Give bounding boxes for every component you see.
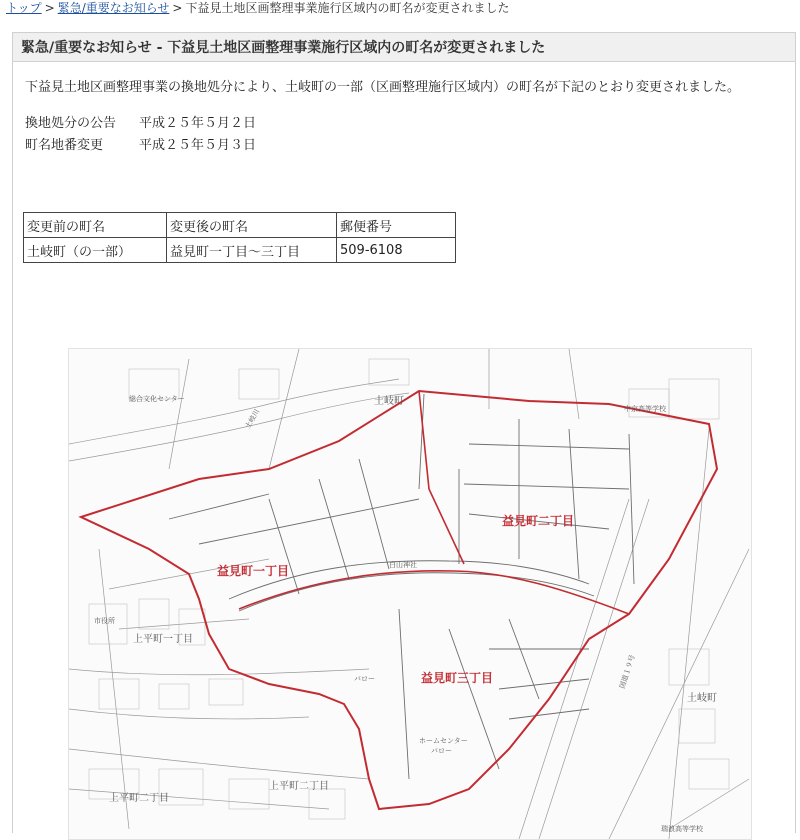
table-row [24,238,456,263]
notice-content [25,77,749,157]
table-header: 郵便番号 [337,213,456,238]
breadcrumb [6,0,509,16]
notice-panel [12,32,796,833]
notice-dates [25,113,749,157]
place-label: 上平町二丁目 [109,793,169,804]
place-label: 土岐町 [374,396,404,407]
place-label: 国道１９号 [618,653,637,690]
place-label: 中京高等学校 [624,405,666,413]
table-cell: 益見町一丁目～三丁目 [167,238,337,263]
town-name-table [23,212,456,263]
breadcrumb-separator: > [172,1,183,15]
project-boundary [81,391,717,809]
place-label: 上平町二丁目 [269,781,329,792]
date-label: 換地処分の公告 [25,116,117,131]
breadcrumb-link-top[interactable]: トップ [6,1,42,15]
area-divider-1 [419,391,464,564]
place-label: バロー [354,675,375,683]
place-label: 白山神社 [389,561,417,569]
breadcrumb-separator: > [44,1,55,15]
panel-title: 緊急/重要なお知らせ - 下益見土地区画整理事業施行区域内の町名が変更されました [13,33,795,62]
place-label: 瑞浪高等学校 [661,825,703,833]
date-row [25,113,749,135]
area-map-svg [69,349,751,839]
area-label-1: 益見町一丁目 [217,564,290,578]
place-label: 市役所 [94,617,115,625]
area-label-3: 益見町三丁目 [421,671,494,685]
date-value: 平成２５年５月３日 [139,138,257,153]
place-label: 総合文化センター [129,395,185,403]
date-label: 町名地番変更 [25,138,104,153]
place-label: バロー [431,747,452,755]
date-value: 平成２５年５月２日 [139,116,257,131]
map-blocks [89,359,729,819]
table-header-row [24,213,456,238]
table-header: 変更後の町名 [167,213,337,238]
breadcrumb-link-notices[interactable]: 緊急/重要なお知らせ [57,1,170,15]
place-label: 上平町一丁目 [133,634,193,645]
table-header: 変更前の町名 [24,213,167,238]
date-row [25,135,749,157]
area-map [68,348,752,840]
place-label: 土岐町 [687,693,717,704]
breadcrumb-current: 下益見土地区画整理事業施行区域内の町名が変更されました [185,1,510,15]
table-cell: 土岐町（の一部） [24,238,167,263]
project-roads [169,394,637,779]
table-cell: 509-6108 [337,238,456,263]
notice-intro: 下益見土地区画整理事業の換地処分により、土岐町の一部（区画整理施行区域内）の町名が下記のとおり変更されました。 [25,80,741,95]
place-label: ホームセンター [419,737,468,745]
map-roads [69,349,749,839]
place-label: 土岐川 [243,407,262,430]
area-label-2: 益見町二丁目 [502,514,575,528]
